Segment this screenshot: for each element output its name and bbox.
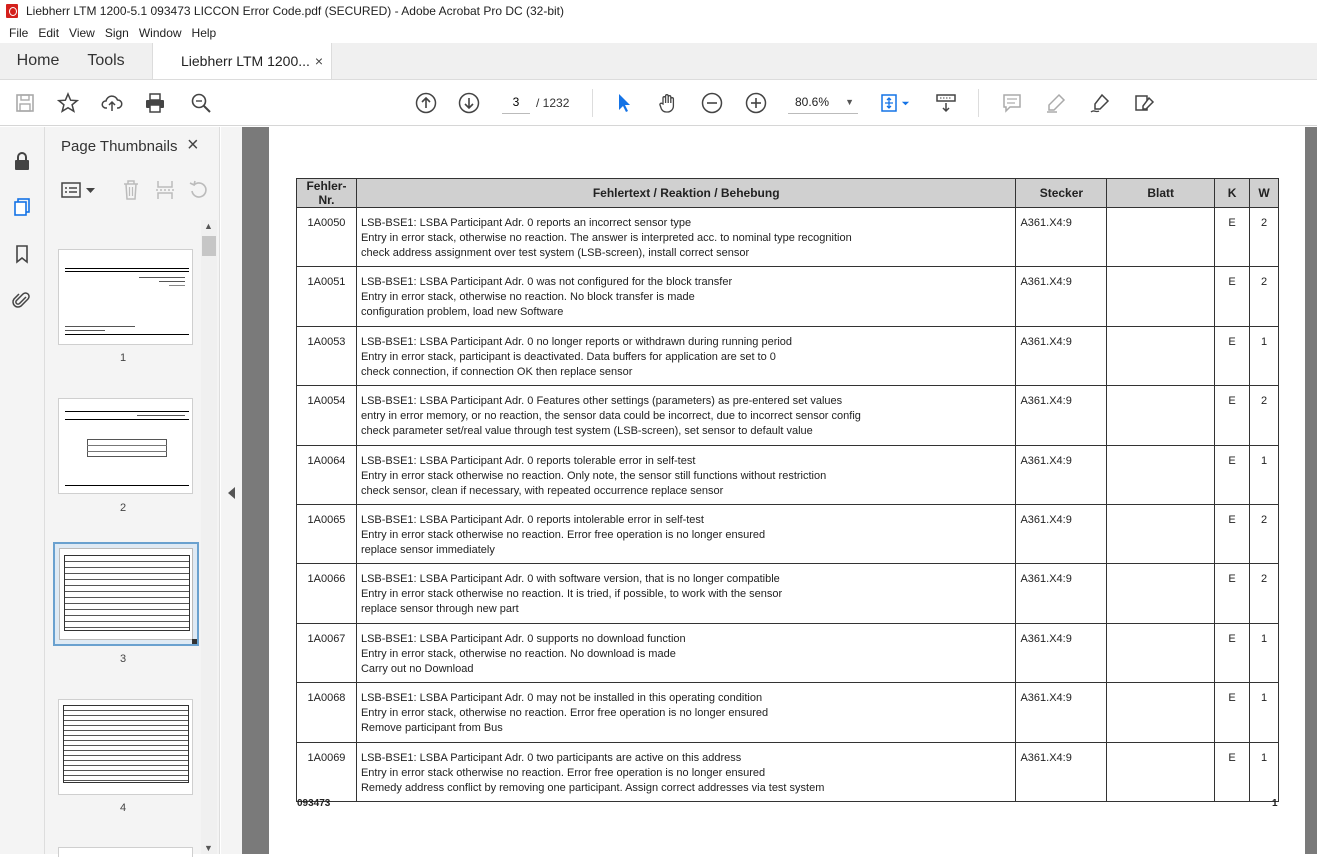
w-cell: 1: [1250, 445, 1279, 504]
page-total: / 1232: [536, 96, 570, 110]
scroll-mode-icon[interactable]: [934, 91, 958, 115]
w-cell: 2: [1250, 504, 1279, 563]
description-line: check parameter set/real value through test system (LSB-screen), set sensor to default value: [360, 425, 813, 438]
description-line: Carry out no Download: [360, 662, 474, 675]
blatt-cell: [1107, 445, 1215, 504]
thumb-marker: [192, 639, 197, 644]
thumb-rule: [137, 415, 185, 416]
next-page-icon[interactable]: [457, 91, 481, 115]
thumb-table: [63, 705, 189, 783]
tab-tools[interactable]: Tools: [87, 52, 125, 69]
attachment-paperclip-icon[interactable]: [10, 288, 34, 312]
zoom-level-value: 80.6%: [795, 94, 830, 109]
error-description-cell: [356, 623, 1016, 682]
toolbar-divider: [978, 89, 979, 117]
header-w: W: [1250, 179, 1279, 208]
tab-home[interactable]: Home: [16, 52, 60, 69]
thumb-table: [64, 555, 190, 631]
header-fehlertext: Fehlertext / Reaktion / Behebung: [356, 179, 1016, 208]
blatt-cell: [1107, 742, 1215, 801]
description-line: Entry in error stack otherwise no reaction. Error free operation is no longer ensured: [360, 528, 766, 541]
window-title: Liebherr LTM 1200-5.1 093473 LICCON Error Code.pdf (SECURED) - Adobe Acrobat Pro DC (32-bit): [26, 4, 565, 18]
w-cell: 2: [1250, 208, 1279, 267]
footer-doc-number: 093473: [297, 798, 331, 809]
description-line: Entry in error stack, otherwise no reaction. Error free operation is no longer ensured: [360, 707, 769, 720]
blatt-cell: [1107, 623, 1215, 682]
tab-bar: [0, 43, 1317, 80]
k-cell: E: [1215, 564, 1250, 623]
blatt-cell: [1107, 504, 1215, 563]
stecker-cell: A361.X4:9: [1016, 386, 1107, 445]
close-tab-icon[interactable]: ×: [314, 53, 323, 69]
zoom-level-select[interactable]: [788, 90, 858, 114]
table-row: [297, 504, 1279, 563]
k-cell: E: [1215, 267, 1250, 326]
thumb-rule: [65, 330, 105, 331]
upload-cloud-icon[interactable]: [100, 91, 124, 115]
stecker-cell: A361.X4:9: [1016, 683, 1107, 742]
options-chevron-down-icon[interactable]: [86, 187, 95, 194]
scroll-down-icon[interactable]: ▼: [204, 843, 213, 853]
left-navigation-rail: [0, 127, 45, 854]
k-cell: E: [1215, 742, 1250, 801]
menu-file[interactable]: File: [9, 25, 29, 40]
error-code-cell: 1A0054: [297, 386, 357, 445]
description-line: check address assignment over test system (LSB-screen), install correct sensor: [360, 247, 750, 259]
header-k: K: [1215, 179, 1250, 208]
sign-pen-icon[interactable]: [1088, 91, 1112, 115]
thumb-table: [87, 439, 167, 457]
description-line: configuration problem, load new Software: [360, 306, 564, 319]
k-cell: E: [1215, 445, 1250, 504]
thumb-rule: [139, 277, 185, 278]
bookmark-icon[interactable]: [10, 242, 34, 266]
description-line: LSB-BSE1: LSBA Participant Adr. 0 with software version, that is no longer compatible: [360, 573, 780, 586]
error-description-cell: [356, 267, 1016, 326]
error-code-cell: 1A0050: [297, 208, 357, 267]
menu-window[interactable]: Window: [138, 25, 182, 40]
pdf-page: [269, 127, 1305, 854]
previous-page-icon[interactable]: [414, 91, 438, 115]
error-code-table: [296, 178, 1279, 802]
description-line: replace sensor immediately: [360, 543, 495, 556]
w-cell: 2: [1250, 267, 1279, 326]
thumb-rule: [65, 268, 189, 269]
w-cell: 1: [1250, 326, 1279, 385]
error-code-cell: 1A0065: [297, 504, 357, 563]
bookmark-star-icon[interactable]: [56, 91, 80, 115]
thumbnail-page-3[interactable]: [53, 542, 199, 646]
stecker-cell: A361.X4:9: [1016, 623, 1107, 682]
error-description-cell: [356, 683, 1016, 742]
menu-edit[interactable]: Edit: [38, 25, 60, 40]
description-line: Entry in error stack otherwise no reaction. Error free operation is no longer ensured: [360, 766, 766, 779]
zoom-search-icon[interactable]: [189, 91, 213, 115]
table-row: [297, 742, 1279, 801]
delete-trash-icon[interactable]: [121, 179, 141, 201]
w-cell: 1: [1250, 742, 1279, 801]
lock-icon[interactable]: [10, 149, 34, 173]
table-row: [297, 623, 1279, 682]
k-cell: E: [1215, 386, 1250, 445]
error-code-cell: 1A0066: [297, 564, 357, 623]
title-bar: [0, 0, 1317, 22]
error-code-cell: 1A0064: [297, 445, 357, 504]
header-blatt: Blatt: [1107, 179, 1215, 208]
table-row: [297, 683, 1279, 742]
extract-pages-icon[interactable]: [154, 179, 176, 201]
description-line: LSB-BSE1: LSBA Participant Adr. 0 reports an incorrect sensor type: [360, 217, 692, 229]
stecker-cell: A361.X4:9: [1016, 742, 1107, 801]
description-line: LSB-BSE1: LSBA Participant Adr. 0 may not be installed in this operating condition: [360, 692, 763, 705]
k-cell: E: [1215, 683, 1250, 742]
toolbar-divider: [592, 89, 593, 117]
error-description-cell: [356, 208, 1016, 267]
w-cell: 1: [1250, 623, 1279, 682]
w-cell: 2: [1250, 564, 1279, 623]
table-row: [297, 445, 1279, 504]
error-description-cell: [356, 564, 1016, 623]
error-description-cell: [356, 504, 1016, 563]
table-row: [297, 208, 1279, 267]
thumb-rule: [87, 451, 167, 452]
error-code-cell: 1A0051: [297, 267, 357, 326]
error-code-cell: 1A0068: [297, 683, 357, 742]
description-line: entry in error memory, or no reaction, the sensor data could be incorrect, due to incorrect sensor config: [360, 410, 861, 423]
error-code-cell: 1A0053: [297, 326, 357, 385]
thumb-rule: [159, 281, 185, 282]
scrollbar-thumb[interactable]: [202, 236, 216, 256]
error-code-cell: 1A0067: [297, 623, 357, 682]
page-thumbnails-panel: [45, 127, 220, 854]
blatt-cell: [1107, 326, 1215, 385]
menu-sign[interactable]: Sign: [104, 25, 129, 40]
menu-help[interactable]: Help: [191, 25, 217, 40]
edit-pdf-icon[interactable]: [1132, 91, 1156, 115]
thumb-rule: [65, 334, 189, 335]
error-code-cell: 1A0069: [297, 742, 357, 801]
hand-tool-icon[interactable]: [656, 91, 680, 115]
blatt-cell: [1107, 208, 1215, 267]
tab-document[interactable]: [152, 43, 332, 79]
thumb-rule: [65, 411, 189, 412]
description-line: Entry in error stack, otherwise no reaction. No block transfer is made: [360, 291, 695, 304]
table-row: [297, 564, 1279, 623]
tab-document-label: Liebherr LTM 1200...: [181, 53, 310, 69]
thumbnail-page-3-preview: [59, 548, 193, 640]
thumbnail-label-4: 4: [120, 802, 127, 814]
stecker-cell: A361.X4:9: [1016, 326, 1107, 385]
menu-view[interactable]: View: [69, 25, 95, 40]
footer-page-number: 1: [1272, 798, 1278, 809]
document-viewer[interactable]: [242, 127, 1317, 854]
thumb-rule: [87, 445, 167, 446]
thumbnail-page-2[interactable]: [58, 398, 193, 494]
description-line: LSB-BSE1: LSBA Participant Adr. 0 two participants are active on this address: [360, 751, 742, 764]
thumbnail-page-5-partial[interactable]: [58, 847, 193, 857]
toolbar: [0, 80, 1317, 126]
table-row: [297, 267, 1279, 326]
thumbnail-page-4[interactable]: [58, 699, 193, 795]
blatt-cell: [1107, 386, 1215, 445]
rotate-page-icon[interactable]: [188, 179, 210, 201]
thumbnail-options-icon[interactable]: [61, 181, 81, 199]
collapse-left-icon[interactable]: [228, 487, 235, 499]
zoom-in-icon[interactable]: [744, 91, 768, 115]
blatt-cell: [1107, 267, 1215, 326]
print-icon[interactable]: [143, 91, 167, 115]
description-line: LSB-BSE1: LSBA Participant Adr. 0 was not configured for the block transfer: [360, 276, 733, 289]
description-line: Entry in error stack otherwise no reaction. It is tried, if possible, to work with the sensor: [360, 588, 783, 601]
zoom-out-icon[interactable]: [700, 91, 724, 115]
error-description-cell: [356, 386, 1016, 445]
w-cell: 2: [1250, 386, 1279, 445]
thumb-rule: [169, 285, 185, 286]
error-description-cell: [356, 445, 1016, 504]
thumbnail-page-1[interactable]: [58, 249, 193, 345]
blatt-cell: [1107, 683, 1215, 742]
description-line: LSB-BSE1: LSBA Participant Adr. 0 supports no download function: [360, 632, 686, 645]
error-description-cell: [356, 742, 1016, 801]
stecker-cell: A361.X4:9: [1016, 504, 1107, 563]
description-line: LSB-BSE1: LSBA Participant Adr. 0 reports intolerable error in self-test: [360, 513, 704, 526]
description-line: Entry in error stack otherwise no reaction. Only note, the sensor still functions without restriction: [360, 469, 827, 482]
thumb-rule: [65, 485, 189, 486]
k-cell: E: [1215, 326, 1250, 385]
description-line: replace sensor through new part: [360, 603, 519, 616]
description-line: Entry in error stack, otherwise no reaction. The answer is interpreted acc. to nominal type recognition: [360, 232, 852, 244]
table-row: [297, 386, 1279, 445]
page-thumbnails-icon[interactable]: [10, 195, 34, 219]
description-line: check sensor, clean if necessary, with repeated occurrence replace sensor: [360, 484, 724, 497]
thumbnail-tools: [45, 175, 220, 205]
acrobat-logo-icon: [6, 4, 18, 18]
close-panel-icon[interactable]: ×: [187, 134, 199, 156]
stecker-cell: A361.X4:9: [1016, 564, 1107, 623]
comment-icon[interactable]: [1000, 91, 1024, 115]
header-fehler-nr: Fehler-Nr.: [297, 179, 357, 208]
description-line: LSB-BSE1: LSBA Participant Adr. 0 no longer reports or withdrawn during running period: [360, 335, 793, 348]
scroll-up-icon[interactable]: ▲: [204, 221, 213, 231]
table-row: [297, 326, 1279, 385]
select-cursor-icon[interactable]: [612, 91, 636, 115]
fit-options-chevron-icon[interactable]: [899, 91, 911, 115]
description-line: LSB-BSE1: LSBA Participant Adr. 0 Features other settings (parameters) as pre-entered set values: [360, 395, 843, 408]
thumb-rule: [65, 419, 189, 420]
description-line: Entry in error stack, participant is deactivated. Data buffers for application are set to 0: [360, 350, 776, 363]
header-stecker: Stecker: [1016, 179, 1107, 208]
thumbnail-label-1: 1: [120, 352, 127, 364]
description-line: LSB-BSE1: LSBA Participant Adr. 0 reports tolerable error in self-test: [360, 454, 696, 467]
k-cell: E: [1215, 208, 1250, 267]
panel-title: Page Thumbnails: [61, 138, 178, 155]
description-line: Entry in error stack, otherwise no reaction. No download is made: [360, 647, 676, 660]
highlight-pen-icon[interactable]: [1044, 91, 1068, 115]
stecker-cell: A361.X4:9: [1016, 267, 1107, 326]
thumbnail-label-2: 2: [120, 502, 127, 514]
stecker-cell: A361.X4:9: [1016, 445, 1107, 504]
thumbnail-label-3: 3: [120, 653, 127, 665]
k-cell: E: [1215, 623, 1250, 682]
description-line: Remove participant from Bus: [360, 722, 503, 735]
collapse-panel-strip[interactable]: [221, 127, 242, 854]
description-line: check connection, if connection OK then replace sensor: [360, 365, 633, 378]
thumbnail-scrollbar[interactable]: [201, 220, 217, 854]
thumb-rule: [65, 326, 135, 327]
blatt-cell: [1107, 564, 1215, 623]
k-cell: E: [1215, 504, 1250, 563]
page-number-input[interactable]: [502, 90, 530, 114]
w-cell: 1: [1250, 683, 1279, 742]
save-icon[interactable]: [13, 91, 37, 115]
thumb-rule: [65, 271, 189, 272]
chevron-down-icon: ▼: [845, 96, 854, 107]
stecker-cell: A361.X4:9: [1016, 208, 1107, 267]
error-description-cell: [356, 326, 1016, 385]
table-header-row: [297, 179, 1279, 208]
description-line: Remedy address conflict by removing one participant. Assign correct addresses via test system: [360, 781, 825, 794]
menu-bar: [0, 22, 1317, 43]
